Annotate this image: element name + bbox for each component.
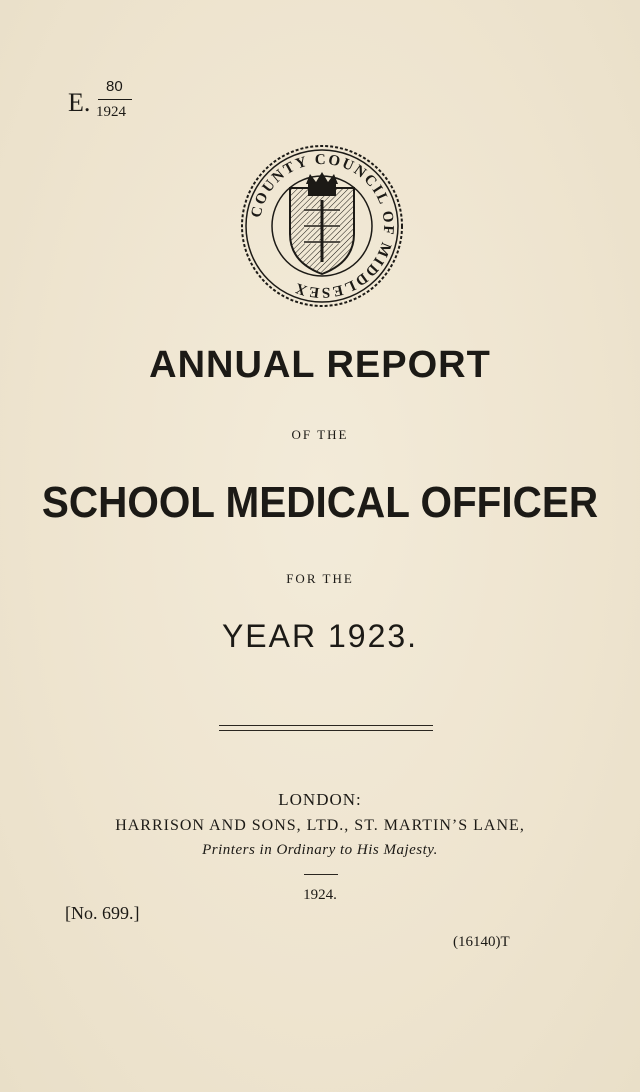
imprint-printer-subtitle: Printers in Ordinary to His Majesty. [202, 842, 438, 858]
catalog-number: 80 [106, 78, 123, 95]
catalog-letter: E. [68, 88, 91, 117]
double-rule-divider [219, 725, 433, 731]
county-council-seal-icon [240, 144, 404, 308]
imprint-year: 1924. [303, 887, 337, 903]
imprint-printer: HARRISON AND SONS, LTD., ST. MARTIN’S LANE, [115, 817, 525, 834]
report-title: ANNUAL REPORT [149, 344, 491, 386]
imprint-city: LONDON: [278, 790, 362, 809]
print-code: (16140)T [453, 934, 510, 950]
report-year: YEAR 1923. [221, 618, 419, 654]
catalog-rule [98, 99, 132, 100]
title-connector-for-the: FOR THE [286, 571, 354, 586]
report-subject: SCHOOL MEDICAL OFFICER [41, 478, 599, 527]
seal-legend: COUNTY COUNCIL OF MIDDLESEX [248, 151, 397, 301]
title-connector-of-the: OF THE [291, 427, 349, 442]
report-number: [No. 699.] [65, 903, 140, 923]
short-rule-divider [304, 874, 338, 875]
catalog-mark [68, 78, 148, 128]
catalog-year: 1924 [96, 104, 126, 120]
